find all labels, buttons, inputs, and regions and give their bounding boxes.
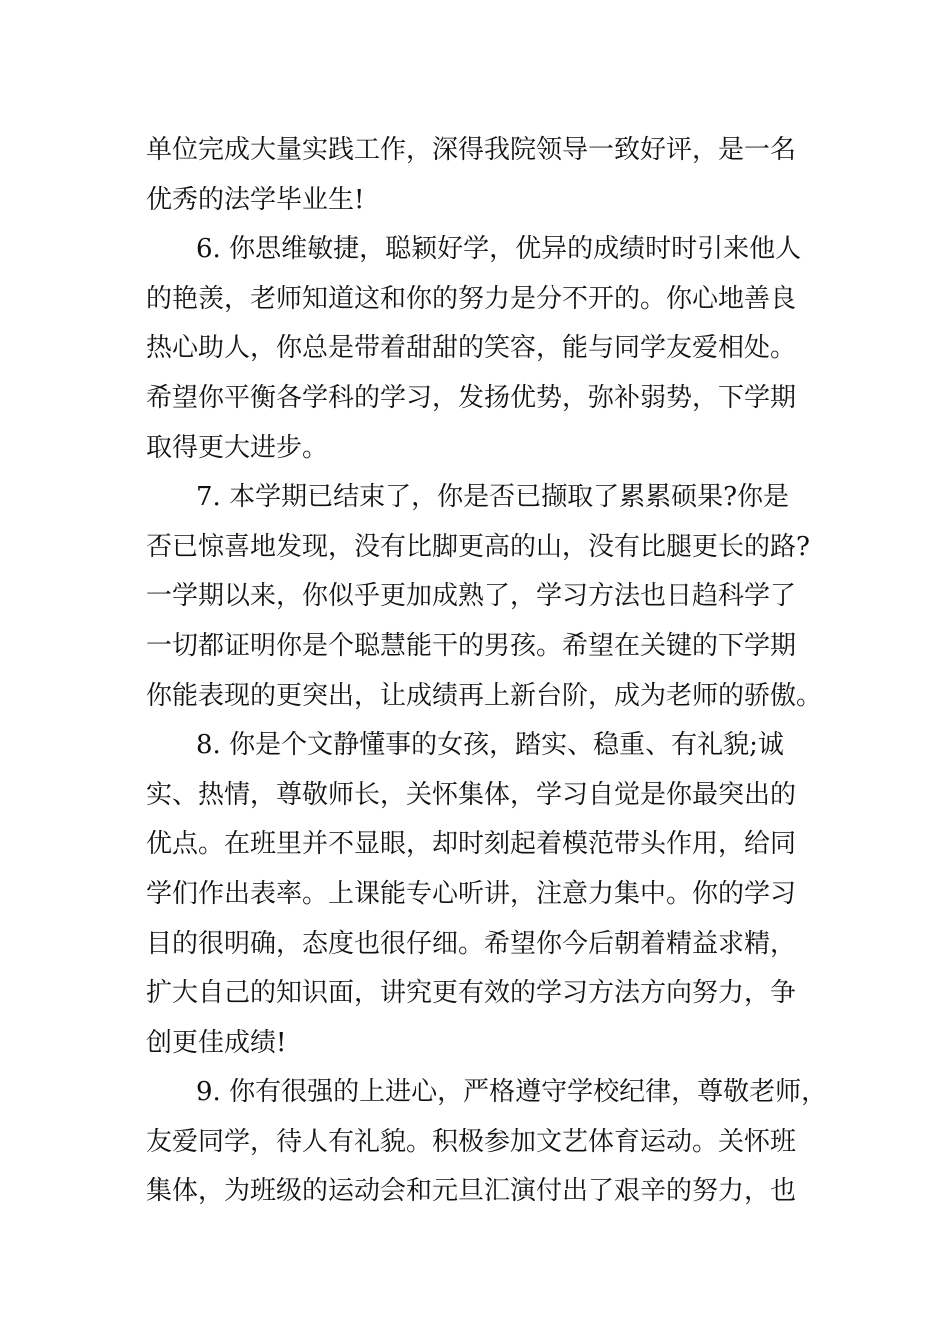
text-line: 热心助人，你总是带着甜甜的笑容，能与同学友爱相处。 — [146, 333, 797, 364]
text-line: 单位完成大量实践工作，深得我院领导一致好评，是一名 — [146, 135, 797, 165]
text-line: 取得更大进步。 — [146, 432, 329, 463]
text-line: 的艳羡，老师知道这和你的努力是分不开的。你心地善良 — [146, 283, 797, 314]
text-line: 实、热情，尊敬师长，关怀集体，学习自觉是你最突出的 — [146, 779, 797, 810]
text-line: 友爱同学，待人有礼貌。积极参加文艺体育运动。关怀班 — [146, 1126, 797, 1157]
text-line: 学们作出表率。上课能专心听讲，注意力集中。你的学习 — [146, 878, 797, 909]
text-line: 否已惊喜地发现，没有比脚更高的山，没有比腿更长的路? — [146, 531, 810, 562]
text-line: 一切都证明你是个聪慧能干的男孩。希望在关键的下学期 — [146, 630, 797, 661]
text-line: 目的很明确，态度也很仔细。希望你今后朝着精益求精， — [146, 928, 797, 959]
text-line: 优秀的法学毕业生! — [146, 184, 365, 215]
text-line: 集体，为班级的运动会和元旦汇演付出了艰辛的努力，也 — [146, 1176, 797, 1207]
text-line: 你能表现的更突出，让成绩再上新台阶，成为老师的骄傲。 — [146, 680, 823, 711]
document-body — [146, 126, 826, 1217]
text-line: 9. 你有很强的上进心，严格遵守学校纪律，尊敬老师， — [196, 1077, 828, 1108]
text-line: 7. 本学期已结束了，你是否已撷取了累累硕果?你是 — [196, 482, 790, 513]
text-line: 创更佳成绩! — [146, 1027, 287, 1058]
text-line: 扩大自己的知识面，讲究更有效的学习方法方向努力，争 — [146, 978, 797, 1009]
text-line: 8. 你是个文静懂事的女孩，踏实、稳重、有礼貌;诚 — [196, 730, 784, 761]
text-line: 优点。在班里并不显眼，却时刻起着模范带头作用，给同 — [146, 829, 797, 860]
text-line: 一学期以来，你似乎更加成熟了，学习方法也日趋科学了 — [146, 581, 797, 612]
text-line: 6. 你思维敏捷，聪颖好学，优异的成绩时时引来他人 — [196, 234, 802, 265]
text-line: 希望你平衡各学科的学习，发扬优势，弥补弱势，下学期 — [146, 382, 797, 413]
